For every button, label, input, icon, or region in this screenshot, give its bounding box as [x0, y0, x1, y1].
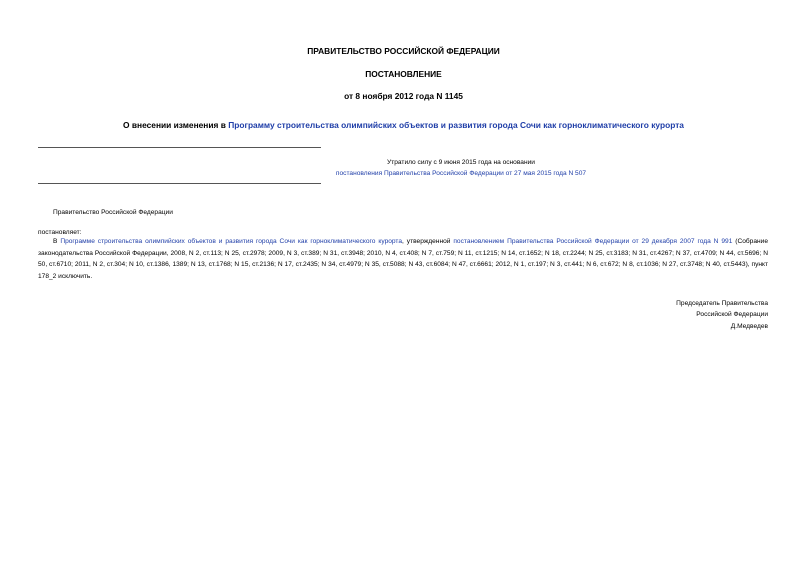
issuer-line: Правительство Российской Федерации: [53, 209, 173, 216]
expired-note: Утратило силу с 9 июня 2015 года на основании: [387, 159, 535, 166]
document-date-number: от 8 ноября 2012 года N 1145: [344, 91, 463, 101]
divider-top: [38, 147, 321, 148]
decree-word: постановляет:: [38, 229, 82, 236]
signature-block: [676, 298, 768, 332]
resolution-link[interactable]: постановлением Правительства Российской Федерации от 29 декабря 2007 года N 991: [453, 238, 733, 245]
expired-basis-link[interactable]: постановления Правительства Российской Федерации от 27 мая 2015 года N 507: [335, 170, 587, 177]
signature-org: Российской Федерации: [696, 311, 768, 319]
para-rest: (Собрание законодательства Российской Федерации, 2008, N 2, ст.113; N 25, ст.2978; 2009, N 3, ст.389; N 31, ст.3948; 2010, N 4, ст.408; N 7, ст.759; N 11, ст.1215; N 14, ст.1652; N 18, ст.2244; N 25, ст.3183; N 31, ст.4267; N 37, ст.4709; N 44, ст.5696; N 50, ст.6710; 2011, N 2, ст.304; N 10, ст.1386, 1389; N 13, ст.1768; N 15, ст.2136; N 17, ст.2435; N 34, ст.4979; N 35, ст.5088; N 43, ст.6084; N 47, ст.6661; 2012, N 1, ст.197; N 3, ст.441; N 6, ст.672; N 8, ст.1036; N 27, ст.3748; N 40, ст.5443), пункт 178_2 исключить.: [38, 238, 769, 280]
program-link[interactable]: Программу строительства олимпийских объектов и развития города Сочи как горноклиматического курорта: [228, 120, 684, 130]
program-link-body[interactable]: Программе строительства олимпийских объектов и развития города Сочи как горноклиматического курорта: [60, 238, 403, 245]
para-mid: , утвержденной: [402, 238, 454, 245]
para-prefix: В: [53, 238, 61, 245]
document-type: ПОСТАНОВЛЕНИЕ: [365, 69, 442, 79]
main-paragraph: [38, 236, 768, 282]
title-prefix: О внесении изменения в: [123, 120, 229, 130]
divider-bottom: [38, 183, 321, 184]
signature-name: Д.Медведев: [730, 322, 768, 330]
signature-title: Председатель Правительства: [676, 300, 768, 307]
government-heading: ПРАВИТЕЛЬСТВО РОССИЙСКОЙ ФЕДЕРАЦИИ: [307, 46, 500, 56]
document-title: [0, 120, 807, 130]
